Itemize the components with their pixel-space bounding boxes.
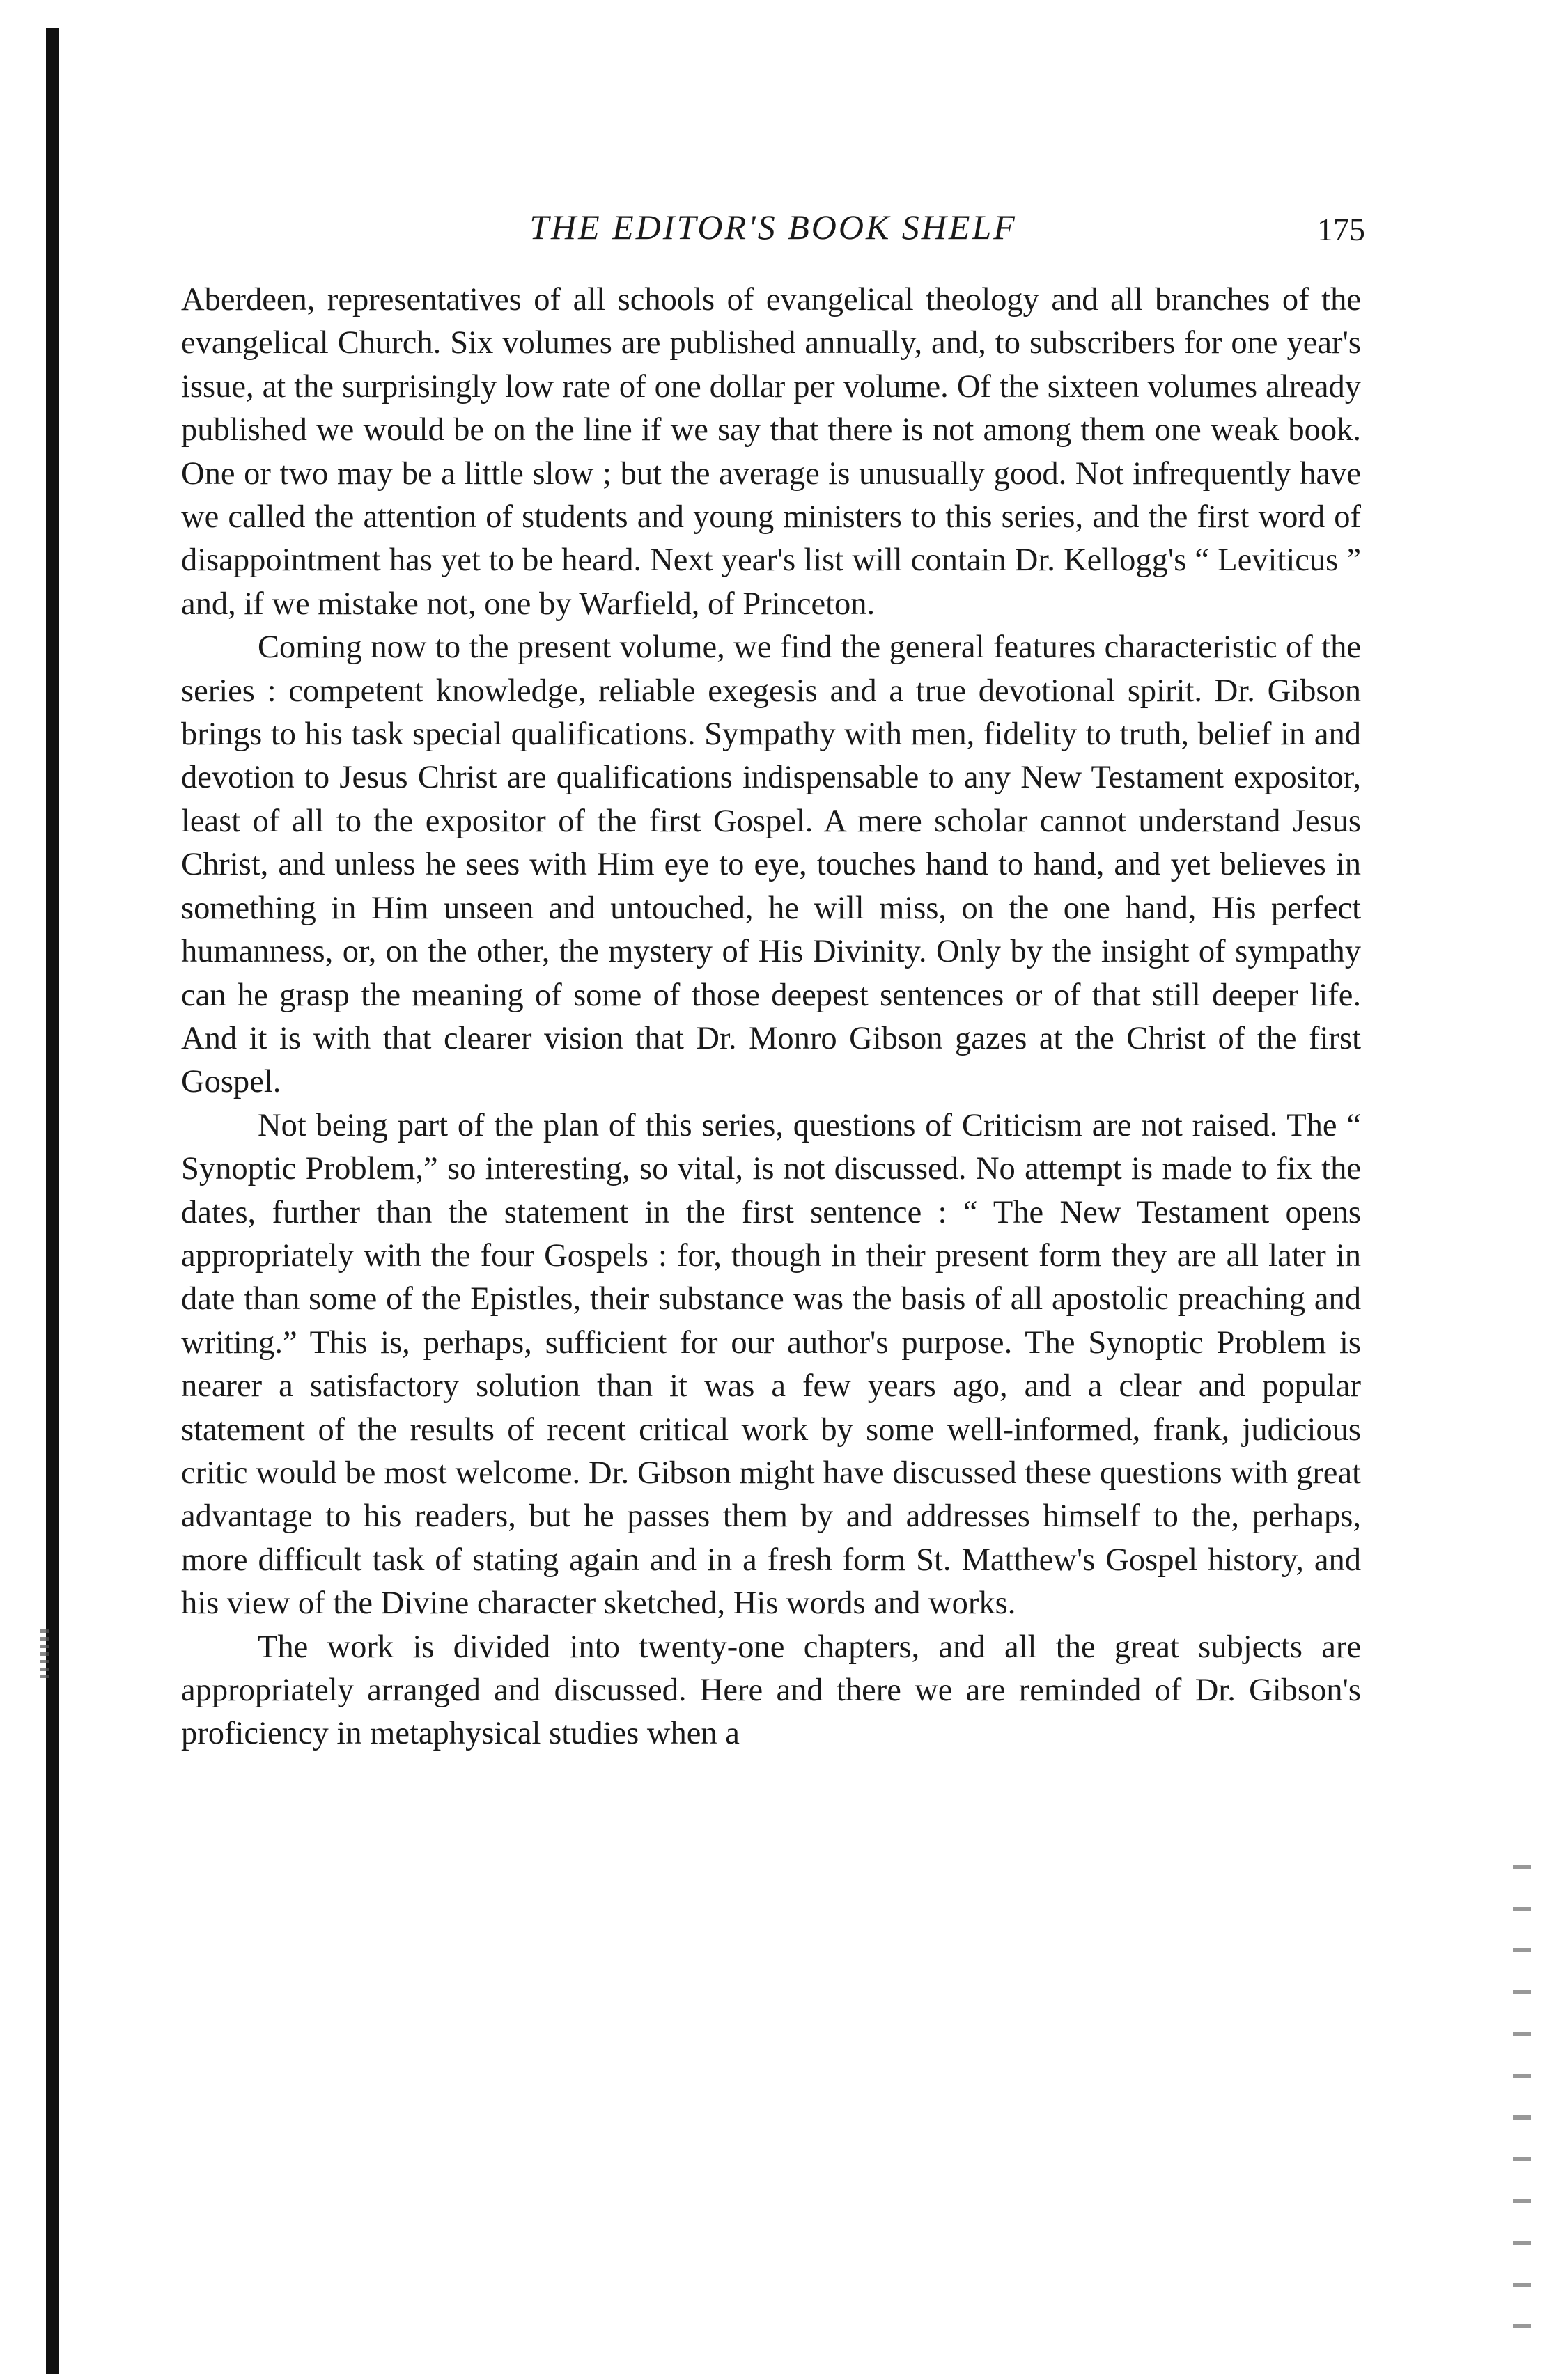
- scan-artifact: [40, 1629, 49, 1678]
- body-text: [181, 279, 1361, 1756]
- page-number: 175: [1317, 212, 1365, 247]
- paragraph: The work is divided into twenty-one chapters, and all the great subjects are appropriately arranged and discussed. Here and there we are reminded of Dr. Gibson's proficiency in metaphysical studies when a: [181, 1629, 1361, 1752]
- scan-edge-artifact: [1513, 1838, 1531, 2354]
- paragraph: Not being part of the plan of this series, questions of Criticism are not raised. The “ Synoptic Problem,” so interesting, so vital, is not discussed. No attempt is made to fix the dates, further than the statement in the first sentence : “ The New Testament opens appropriately with the four Gospels : for, though in their present form they are all later in date than some of the Epistles, their substance was the basis of all apostolic preaching and writing.” This is, perhaps, sufficient for our author's purpose. The Synoptic Problem is nearer a satisfactory solution than it was a few years ago, and a clear and popular statement of the results of recent critical work by some well-informed, frank, judicious critic would be most welcome. Dr. Gibson might have discussed these questions with great advantage to his readers, but he passes them by and addresses himself to the, perhaps, more difficult task of stating again and in a fresh form St. Matthew's Gospel history, and his view of the Divine character sketched, His words and works.: [181, 1107, 1361, 1622]
- paragraph: Aberdeen, representatives of all schools of evangelical theology and all branches of the evangelical Church. Six volumes are published annually, and, to subscribers for one year's issue, at the surprisingly low rate of one dollar per volume. Of the sixteen volumes already published we would be on the line if we say that there is not among them one weak book. One or two may be a little slow ; but the average is unusually good. Not infrequently have we called the attention of students and young ministers to this series, and the first word of disappointment has yet to be heard. Next year's list will contain Dr. Kellogg's “ Leviticus ” and, if we mistake not, one by Warfield, of Princeton.: [181, 282, 1361, 622]
- running-head: THE EDITOR'S BOOK SHELF: [529, 208, 1017, 246]
- page-header: [181, 199, 1365, 255]
- page-binding-edge: [46, 28, 59, 2374]
- paragraph: Coming now to the present volume, we find the general features characteristic of the series : competent knowledge, reliable exegesis and a true devotional spirit. Dr. Gibson brings to his task special qualifications. Sympathy with men, fidelity to truth, belief in and devotion to Jesus Christ are qualifications indispensable to any New Testament expositor, least of all to the expositor of the first Gospel. A mere scholar cannot understand Jesus Christ, and unless he sees with Him eye to eye, touches hand to hand, and yet believes in something in Him unseen and untouched, he will miss, on the one hand, His perfect humanness, or, on the other, the mystery of His Divinity. Only by the insight of sympathy can he grasp the meaning of some of those deepest sentences or of that still deeper life. And it is with that clearer vision that Dr. Monro Gibson gazes at the Christ of the first Gospel.: [181, 629, 1361, 1100]
